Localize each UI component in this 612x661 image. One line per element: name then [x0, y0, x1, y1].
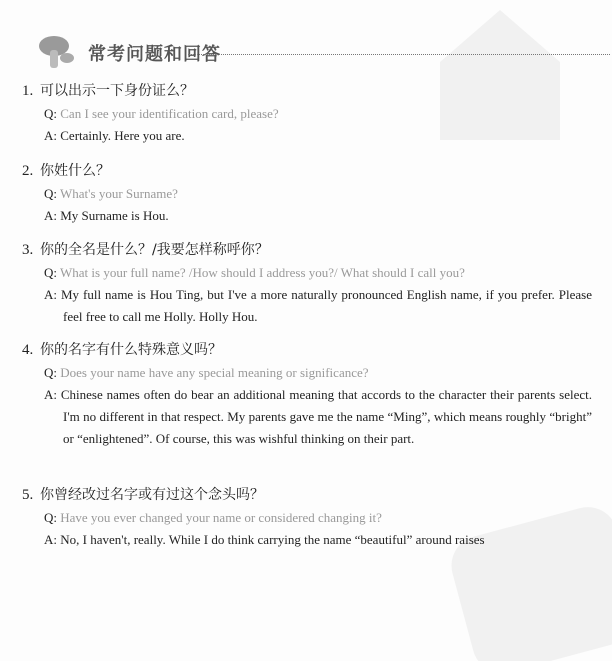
q-text: Does your name have any special meaning or significance?: [60, 365, 369, 380]
title-rule: [188, 54, 610, 55]
q-label: Q:: [44, 365, 57, 380]
a-label: A:: [44, 208, 57, 223]
question: [24, 362, 592, 384]
answer: [24, 384, 592, 450]
item-number: 1.: [22, 83, 34, 99]
q-text: Can I see your identification card, please?: [60, 106, 279, 121]
question-heading: [22, 238, 592, 262]
section-header: [38, 34, 578, 70]
qa-item: [22, 238, 592, 328]
question-heading: [22, 338, 592, 362]
q-label: Q:: [44, 510, 57, 525]
a-text: Certainly. Here you are.: [60, 128, 185, 143]
q-label: Q:: [44, 265, 57, 280]
answer: [24, 284, 592, 328]
qa-item: [22, 483, 592, 551]
heading-text: 你的名字有什么特殊意义吗？: [40, 342, 222, 358]
question-heading: [22, 159, 592, 183]
q-label: Q:: [44, 186, 57, 201]
answer: [24, 205, 592, 227]
question: [24, 262, 592, 284]
qa-item: [22, 338, 592, 450]
section-title: 常考问题和回答: [88, 44, 221, 65]
question-heading: [22, 79, 592, 103]
heading-text: 可以出示一下身份证么？: [40, 83, 194, 99]
heading-text: 你曾经改过名字或有过这个念头吗？: [40, 487, 264, 503]
q-text: What's your Surname?: [60, 186, 178, 201]
question: [24, 103, 592, 125]
q-text: Have you ever changed your name or considered changing it?: [60, 510, 382, 525]
a-text: No, I haven't, really. While I do think carrying the name “beautiful” around raises: [60, 532, 485, 547]
question-heading: [22, 483, 592, 507]
question: [24, 507, 592, 529]
a-label: A:: [44, 387, 57, 402]
mushroom-icon: [38, 34, 74, 70]
a-label: A:: [44, 532, 57, 547]
heading-text: 你的全名是什么？/我要怎样称呼你？: [40, 242, 269, 258]
q-text: What is your full name? /How should I address you?/ What should I call you?: [60, 265, 465, 280]
qa-item: [22, 79, 592, 147]
item-number: 2.: [22, 163, 34, 179]
a-label: A:: [44, 128, 57, 143]
qa-item: [22, 159, 592, 227]
item-number: 5.: [22, 487, 34, 503]
heading-text: 你姓什么？: [40, 163, 110, 179]
item-number: 4.: [22, 342, 34, 358]
answer: [24, 125, 592, 147]
item-number: 3.: [22, 242, 34, 258]
a-label: A:: [44, 287, 57, 302]
a-text: My full name is Hou Ting, but I've a more naturally pronounced English name, if you prefer. Please feel free to call me Holly. Holly Hou.: [60, 287, 592, 324]
answer: [24, 529, 592, 551]
q-label: Q:: [44, 106, 57, 121]
a-text: Chinese names often do bear an additional meaning that accords to the character their parents select. I'm no different in that respect. My parents gave me the name “Ming”, which means roughly “bright” or “enlightened”. Of course, this was wishful thinking on their part.: [60, 387, 592, 446]
question: [24, 183, 592, 205]
a-text: My Surname is Hou.: [60, 208, 169, 223]
